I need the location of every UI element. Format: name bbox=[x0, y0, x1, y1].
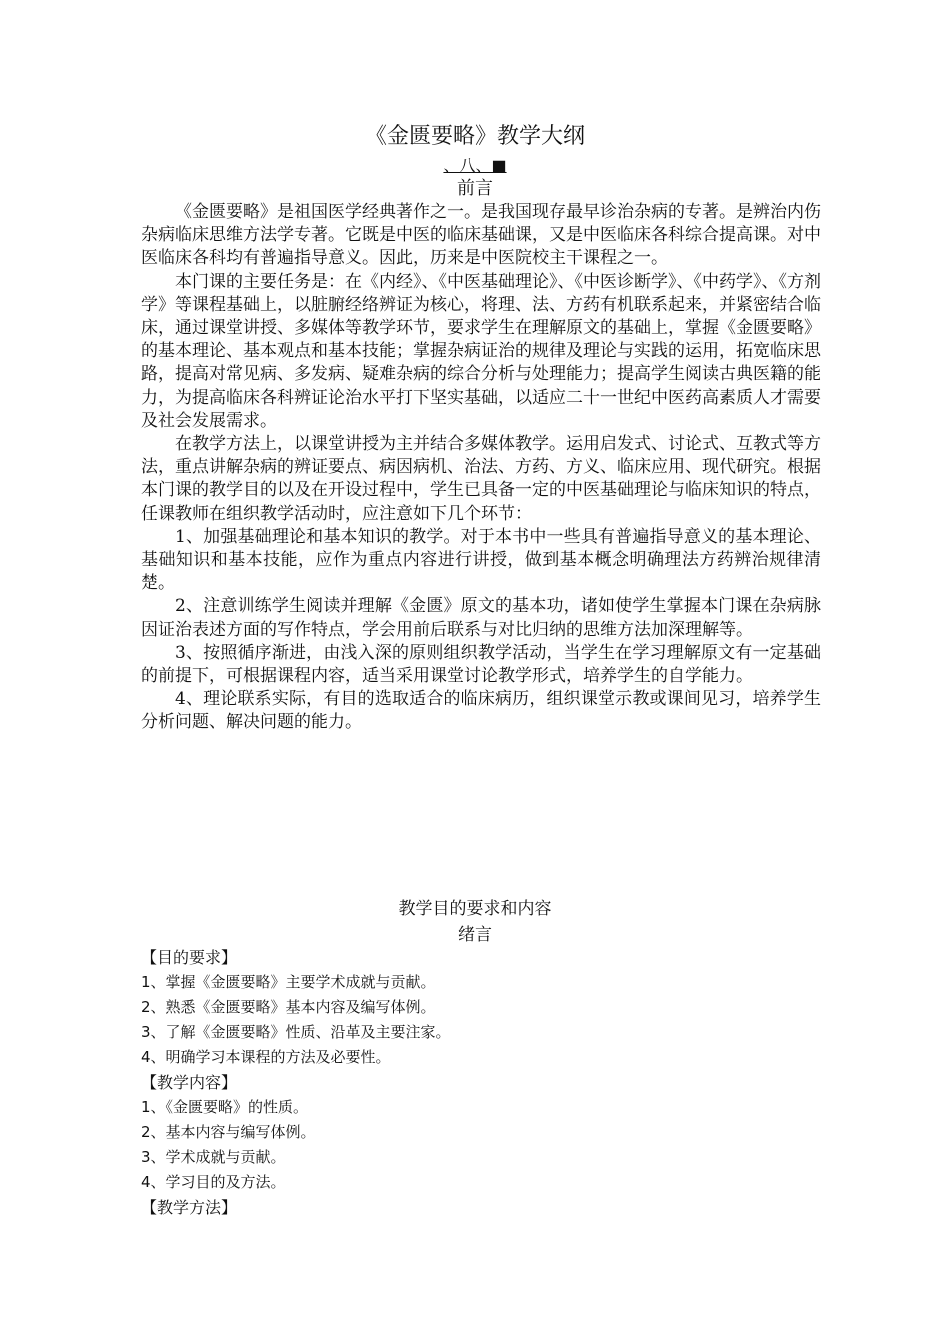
paragraph: 本门课的主要任务是：在《内经》、《中医基础理论》、《中医诊断学》、《中药学》、《方剂学》等课程基础上，以脏腑经络辨证为核心，将理、法、方药有机联系起来，并紧密结合临床，通过课堂讲授、多媒体等教学环节，要求学生在理解原文的基础上，掌握《金匮要略》的基本理论、基本观点和基本技能；掌握杂病证治的规律及理论与实践的运用，拓宽临床思路，提高对常见病、多发病、疑难杂病的综合分析与处理能力；提高学生阅读古典医籍的能力，为提高临床各科辨证论治水平打下坚实基础，以适应二十一世纪中医药高素质人才需要及社会发展需求。 bbox=[141, 271, 821, 431]
content-heading: 【教学内容】 bbox=[141, 1073, 238, 1092]
paragraph: 《金匮要略》是祖国医学经典著作之一。是我国现存最早诊治杂病的专著。是辨治内伤杂病临床思维方法学专著。它既是中医的临床基础课，又是中医临床各科综合提高课。对中医临床各科均有普遍指导意义。因此，历来是中医院校主干课程之一。 bbox=[141, 202, 821, 269]
list-item: 1、《金匮要略》的性质。 bbox=[141, 1098, 309, 1116]
paragraph: 3、按照循序渐进，由浅入深的原则组织教学活动，当学生在学习理解原文有一定基础的前提下，可根据课程内容，适当采用课堂讨论教学形式，培养学生的自学能力。 bbox=[141, 642, 821, 687]
header-mark bbox=[0, 156, 950, 176]
list-item: 2、熟悉《金匮要略》基本内容及编写体例。 bbox=[141, 998, 436, 1016]
section-heading: 教学目的要求和内容 bbox=[398, 899, 552, 919]
document-title: 《金匮要略》教学大纲 bbox=[364, 124, 585, 149]
preface-body bbox=[141, 201, 821, 735]
intro-heading: 绪言 bbox=[458, 925, 492, 945]
objectives-list bbox=[141, 945, 821, 1220]
list-item: 2、基本内容与编写体例。 bbox=[141, 1123, 316, 1141]
preface-heading: 前言 bbox=[457, 178, 493, 199]
paragraph: 在教学方法上，以课堂讲授为主并结合多媒体教学。运用启发式、讨论式、互教式等方法，重点讲解杂病的辨证要点、病因病机、治法、方药、方义、临床应用、现代研究。根据本门课的教学目的以及在开设过程中，学生已具备一定的中医基础理论与临床知识的特点，任课教师在组织教学活动时，应注意如下几个环节： bbox=[141, 434, 821, 524]
method-heading: 【教学方法】 bbox=[141, 1198, 238, 1217]
list-item: 1、掌握《金匮要略》主要学术成就与贡献。 bbox=[141, 973, 436, 991]
header-mark-text: 、八、■ bbox=[443, 156, 507, 175]
list-item: 3、学术成就与贡献。 bbox=[141, 1148, 286, 1166]
list-item: 4、明确学习本课程的方法及必要性。 bbox=[141, 1048, 391, 1066]
paragraph: 2、注意训练学生阅读并理解《金匮》原文的基本功，诸如使学生掌握本门课在杂病脉因证治表述方面的写作特点，学会用前后联系与对比归纳的思维方法加深理解等。 bbox=[141, 596, 821, 640]
paragraph: 4、理论联系实际，有目的选取适合的临床病历，组织课堂示教或课间见习，培养学生分析问题、解决问题的能力。 bbox=[141, 689, 821, 733]
list-item: 4、学习目的及方法。 bbox=[141, 1173, 286, 1191]
objectives-heading: 【目的要求】 bbox=[141, 948, 238, 967]
paragraph: 1、加强基础理论和基本知识的教学。对于本书中一些具有普遍指导意义的基本理论、基础知识和基本技能，应作为重点内容进行讲授，做到基本概念明确理法方药辨治规律清楚。 bbox=[141, 526, 821, 594]
list-item: 3、了解《金匮要略》性质、沿革及主要注家。 bbox=[141, 1023, 451, 1041]
